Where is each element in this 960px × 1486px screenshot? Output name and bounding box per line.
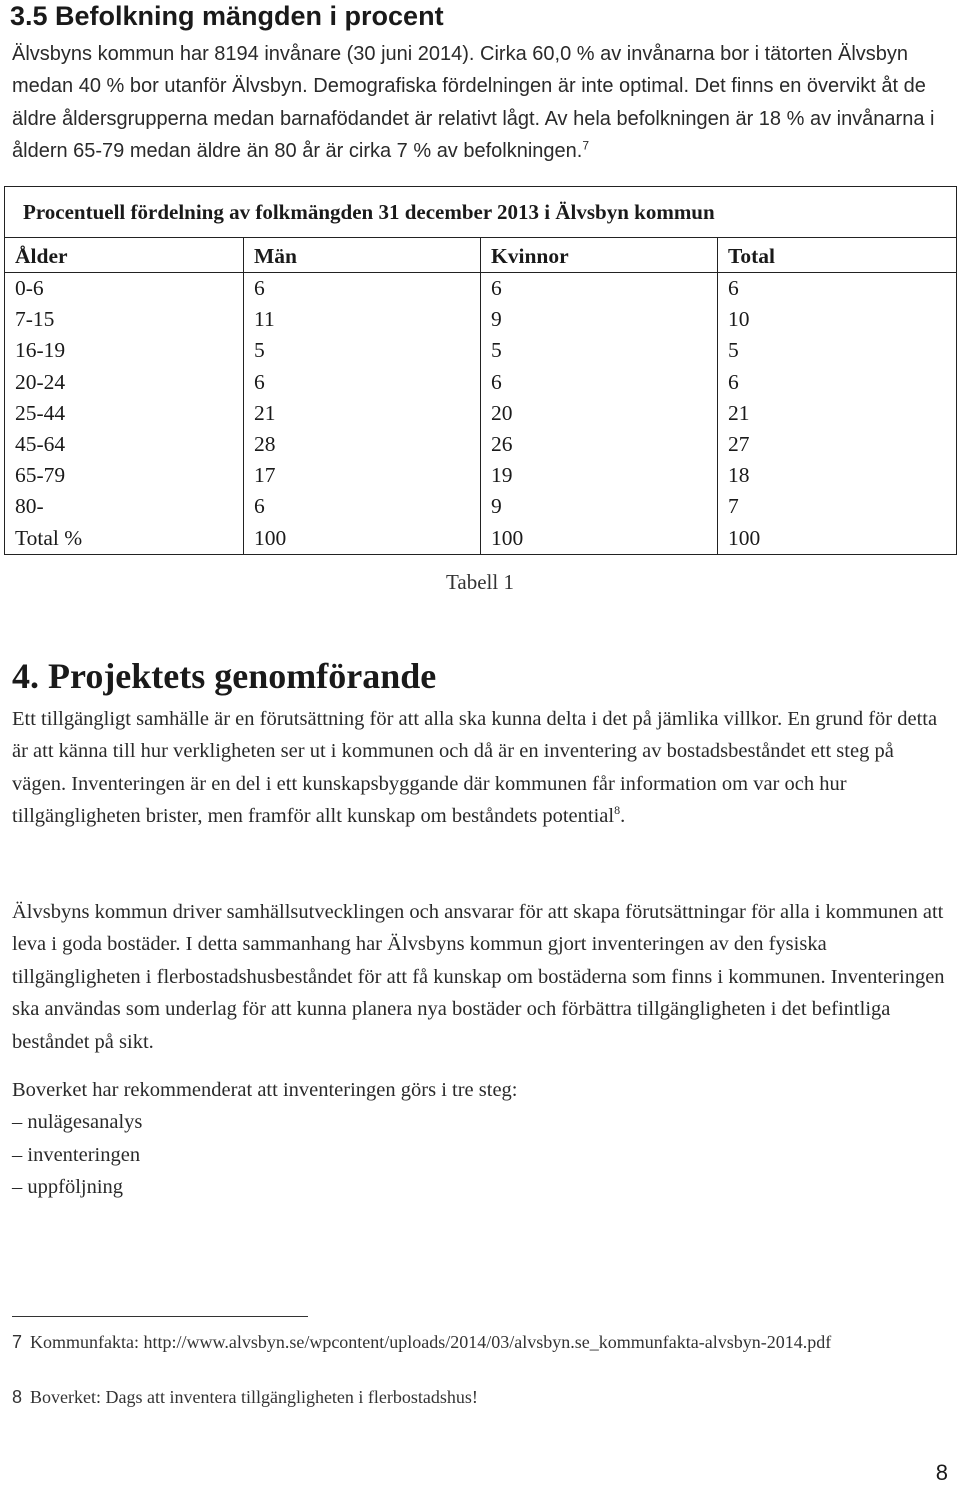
section-heading-4: 4. Projektets genomförande <box>12 656 437 696</box>
table-row <box>5 273 957 305</box>
cell-women: 6 <box>481 273 718 305</box>
cell-men: 28 <box>244 429 481 460</box>
table-row <box>5 304 957 335</box>
page-number: 8 <box>935 1460 948 1485</box>
cell-age: 80- <box>5 491 244 522</box>
step-item: – uppföljning <box>12 1176 124 1199</box>
table-row <box>5 367 957 398</box>
header-kvinnor: Kvinnor <box>481 238 718 273</box>
table-title: Procentuell fördelning av folkmängden 31 december 2013 i Älvsbyn kommun <box>5 187 957 238</box>
table-row-total <box>5 523 957 555</box>
cell-total: 21 <box>718 398 957 429</box>
table-caption: Tabell 1 <box>446 570 514 594</box>
table-header-row <box>5 238 957 273</box>
footnote-divider <box>12 1316 308 1317</box>
cell-total: 6 <box>718 367 957 398</box>
table-row <box>5 398 957 429</box>
cell-total: 10 <box>718 304 957 335</box>
table-row <box>5 460 957 491</box>
cell-age: Total % <box>5 523 244 555</box>
table-row <box>5 429 957 460</box>
cell-men: 5 <box>244 335 481 366</box>
paragraph-3 <box>12 1074 952 1204</box>
cell-men: 21 <box>244 398 481 429</box>
cell-women: 20 <box>481 398 718 429</box>
cell-women: 9 <box>481 491 718 522</box>
header-alder: Ålder <box>5 238 244 273</box>
cell-women: 26 <box>481 429 718 460</box>
cell-age: 45-64 <box>5 429 244 460</box>
footnote-text: Kommunfakta: http://www.alvsbyn.se/wpcontent/uploads/2014/03/alvsbyn.se_kommunfakta-alvsbyn-2014.pdf <box>30 1332 832 1352</box>
cell-total: 7 <box>718 491 957 522</box>
footnote-number: 8 <box>12 1387 23 1407</box>
cell-men: 100 <box>244 523 481 555</box>
cell-men: 6 <box>244 491 481 522</box>
cell-total: 18 <box>718 460 957 491</box>
cell-women: 100 <box>481 523 718 555</box>
header-total: Total <box>718 238 957 273</box>
cell-women: 19 <box>481 460 718 491</box>
paragraph-1-end: . <box>620 805 626 828</box>
footnote-ref-8[interactable]: 8 <box>614 803 621 818</box>
table-row <box>5 491 957 522</box>
population-table <box>4 186 957 555</box>
cell-women: 5 <box>481 335 718 366</box>
step-item: – inventeringen <box>12 1143 141 1166</box>
header-man: Män <box>244 238 481 273</box>
step-item: – nulägesanalys <box>12 1111 143 1134</box>
cell-men: 11 <box>244 304 481 335</box>
cell-total: 5 <box>718 335 957 366</box>
cell-age: 16-19 <box>5 335 244 366</box>
table-row <box>5 335 957 366</box>
footnote-7 <box>12 1332 952 1353</box>
cell-age: 65-79 <box>5 460 244 491</box>
paragraph-2: Älvsbyns kommun driver samhällsutvecklingen och ansvarar för att skapa förutsättningar för alla i kommunen att leva i goda bostäder. I detta sammanhang har Älvsbyns kommun gjort inventeringen av den fysiska tillgängligheten i flerbostadshusbeståndet för att få kunskap om bostäderna som finns i kommunen. Inventeringen ska användas som underlag för att kunna planera nya bostäder och förbättra tillgängligheten i det befintliga beståndet på sikt. <box>12 901 945 1053</box>
footnote-number: 7 <box>12 1332 23 1352</box>
steps-intro: Boverket har rekommenderat att inventeringen görs i tre steg: <box>12 1079 518 1101</box>
cell-men: 6 <box>244 273 481 305</box>
cell-age: 20-24 <box>5 367 244 398</box>
cell-total: 6 <box>718 273 957 305</box>
intro-paragraph <box>12 38 952 168</box>
cell-age: 7-15 <box>5 304 244 335</box>
section-heading-3-5: 3.5 Befolkning mängden i procent <box>10 1 444 31</box>
footnote-text: Boverket: Dags att inventera tillgängligheten i flerbostadshus! <box>30 1387 478 1407</box>
paragraph-1-text: Ett tillgängligt samhälle är en förutsättning för att alla ska kunna delta i det på jämlika villkor. En grund för detta är att känna till hur verkligheten ser ut i kommunen och då är en inventering av bostadsbeståndet ett steg på vägen. Inventeringen är en del i ett kunskapsbyggande där kommunen får information om var och hur tillgängligheten brister, men framför allt kunskap om beståndets potential <box>12 708 938 828</box>
cell-women: 6 <box>481 367 718 398</box>
cell-men: 17 <box>244 460 481 491</box>
footnote-8 <box>12 1387 952 1408</box>
cell-total: 27 <box>718 429 957 460</box>
footnote-ref-7[interactable]: 7 <box>582 138 590 153</box>
cell-women: 9 <box>481 304 718 335</box>
cell-age: 25-44 <box>5 398 244 429</box>
paragraph-1 <box>12 703 952 833</box>
cell-age: 0-6 <box>5 273 244 305</box>
cell-total: 100 <box>718 523 957 555</box>
intro-text: Älvsbyns kommun har 8194 invånare (30 juni 2014). Cirka 60,0 % av invånarna bor i tätorten Älvsbyn medan 40 % bor utanför Älvsbyn. Demografiska fördelningen är inte optimal. Det finns en övervikt åt de äldre åldersgrupperna medan barnafödandet är relativt lågt. Av hela befolkningen är 18 % av invånarna i åldern 65-79 medan äldre än 80 år är cirka 7 % av befolkningen. <box>12 43 935 163</box>
cell-men: 6 <box>244 367 481 398</box>
